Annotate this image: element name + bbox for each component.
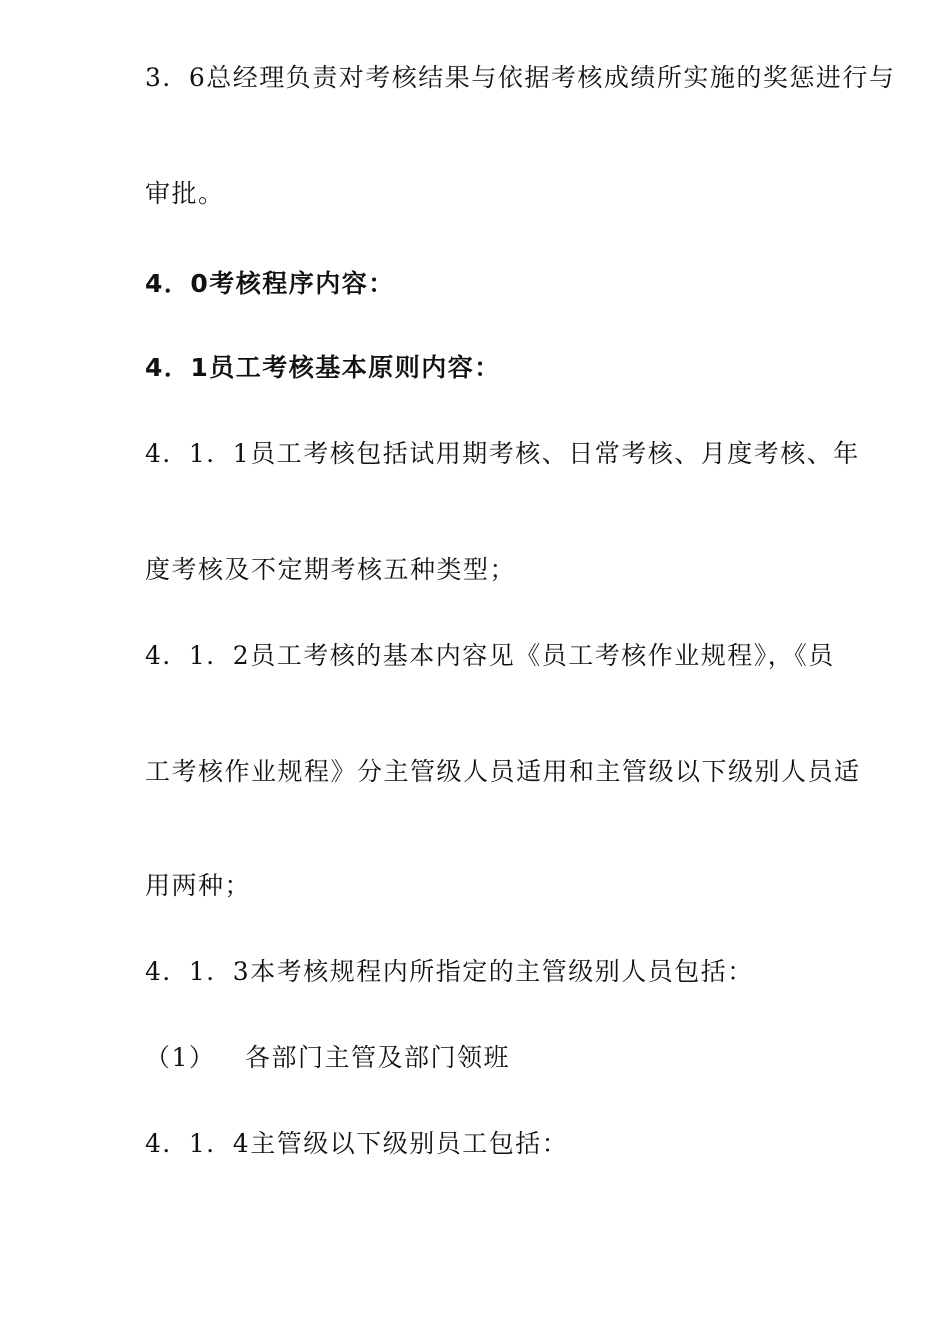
heading-4-1: 4．1员工考核基本原则内容： xyxy=(145,353,501,382)
heading-4-0: 4．0考核程序内容： xyxy=(145,269,395,298)
paragraph-3-6-line-2: 审批。 xyxy=(145,179,225,208)
list-item-number: （1） xyxy=(145,1043,216,1072)
paragraph-4-1-1-line-1: 4．1．1员工考核包括试用期考核、日常考核、月度考核、年 xyxy=(145,439,860,468)
list-item-text: 各部门主管及部门领班 xyxy=(245,1043,511,1072)
paragraph-4-1-2-line-1: 4．1．2员工考核的基本内容见《员工考核作业规程》，《员 xyxy=(145,641,835,670)
list-item xyxy=(145,1042,510,1074)
paragraph-4-1-3: 4．1．3本考核规程内所指定的主管级别人员包括： xyxy=(145,957,754,986)
paragraph-3-6-line-1: 3．6总经理负责对考核结果与依据考核成绩所实施的奖惩进行与 xyxy=(145,63,896,92)
paragraph-4-1-2-line-2: 工考核作业规程》分主管级人员适用和主管级以下级别人员适 xyxy=(145,757,861,786)
paragraph-4-1-4: 4．1．4主管级以下级别员工包括： xyxy=(145,1129,569,1158)
paragraph-4-1-1-line-2: 度考核及不定期考核五种类型； xyxy=(145,555,517,584)
paragraph-4-1-2-line-3: 用两种； xyxy=(145,871,252,900)
